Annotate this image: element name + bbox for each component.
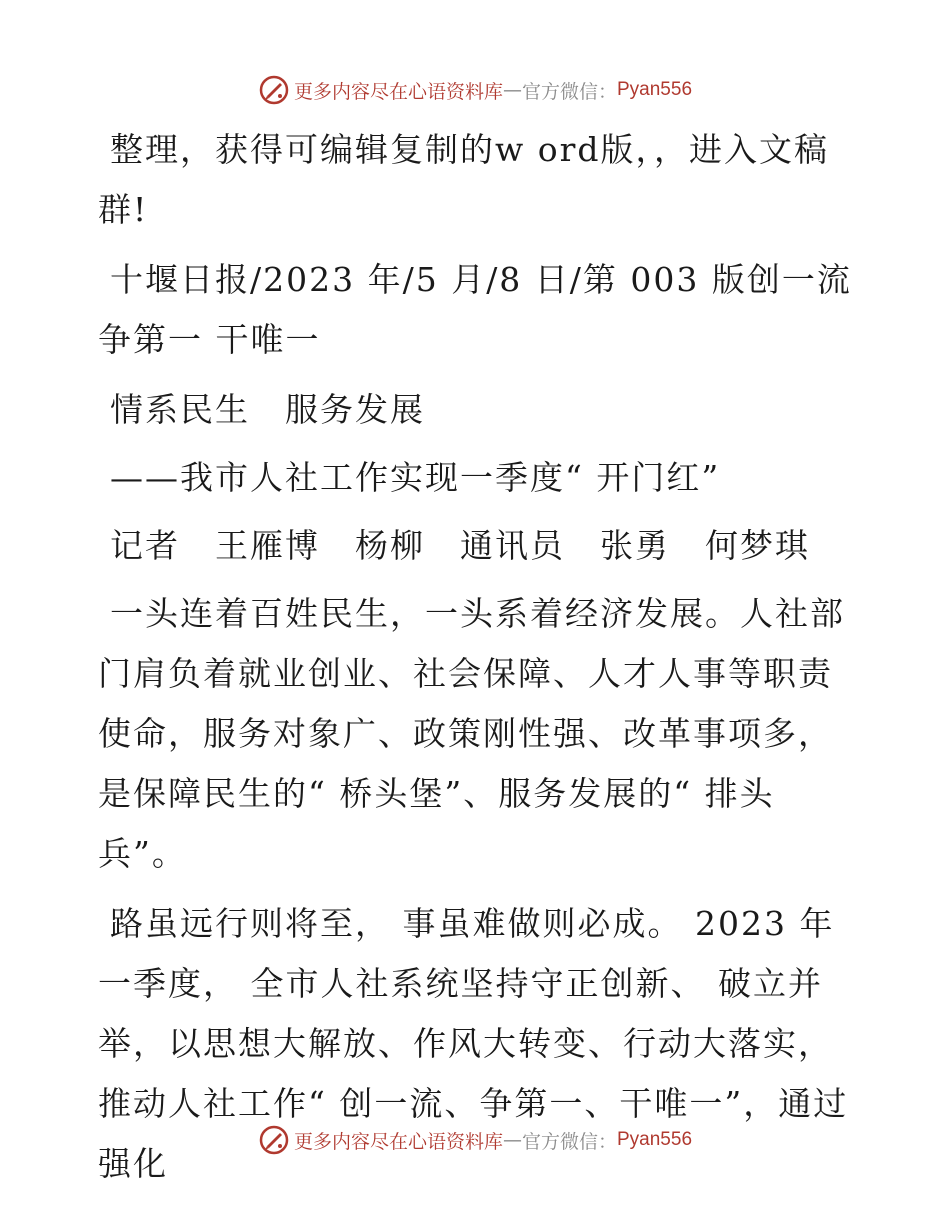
paragraph-2: 路虽远行则将至， 事虽难做则必成。 2023 年一季度， 全市人社系统坚持守正创新、 破立并举，以思想大解放、作风大转变、行动大落实，推动人社工作“ 创一流、争第一、干唯一”，通过强化 <box>98 904 849 1183</box>
intro-text: 整理，获得可编辑复制的w ord版，，进入文稿群! <box>98 130 830 229</box>
quill-pen-logo-icon <box>258 74 290 106</box>
watermark-separator: — <box>502 79 522 101</box>
watermark-brand-text: 更多内容尽在心语资料库 <box>293 80 503 103</box>
watermark-brand-text: 更多内容尽在心语资料库 <box>293 1130 503 1153</box>
headline: 情系民生 服务发展 <box>110 390 425 429</box>
watermark-footer <box>0 1120 950 1160</box>
subheadline: ——我市人社工作实现一季度“ 开门红” <box>110 458 721 497</box>
paragraph-1: 一头连着百姓民生，一头系着经济发展。人社部门肩负着就业创业、社会保障、人才人事等职责使命，服务对象广、政策刚性强、改革事项多，是保障民生的“ 桥头堡”、服务发展的“ 排头兵”。 <box>98 594 845 873</box>
watermark-label: 官方微信： <box>521 80 617 103</box>
watermark-wechat-id: Pyan556 <box>617 1129 693 1150</box>
source-line: 十堰日报/2023 年/5 月/8 日/第 003 版创一流争第一 干唯一 <box>98 260 852 359</box>
watermark-label: 官方微信： <box>521 1130 617 1153</box>
document-body <box>98 120 858 1204</box>
quill-pen-logo-icon <box>258 1124 290 1156</box>
watermark-separator: — <box>502 1129 522 1151</box>
watermark-wechat-id: Pyan556 <box>617 79 693 100</box>
watermark-header <box>0 70 950 110</box>
byline: 记者 王雁博 杨柳 通讯员 张勇 何梦琪 <box>110 526 810 565</box>
